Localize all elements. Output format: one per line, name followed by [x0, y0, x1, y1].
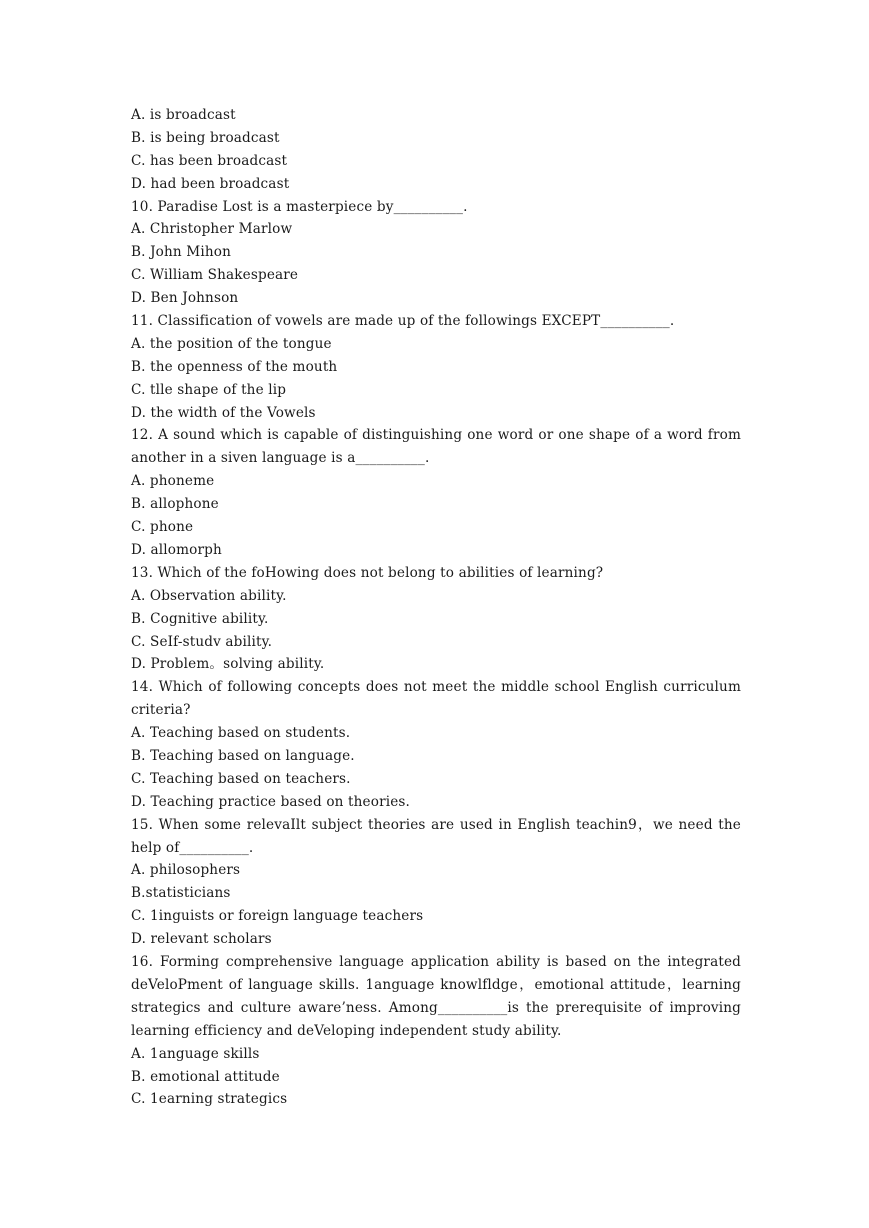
- question-stem: 14. Which of following concepts does not meet the middle school English curriculum criteria?: [131, 679, 741, 719]
- option-c: C. William Shakespeare: [131, 267, 299, 284]
- question-13: [131, 562, 741, 676]
- question-stem: 11. Classification of vowels are made up of the followings EXCEPT__________.: [131, 313, 675, 330]
- option-c: C. has been broadcast: [131, 152, 288, 169]
- option-a: A. Christopher Marlow: [131, 221, 293, 238]
- option-d: D. Ben Johnson: [131, 290, 239, 307]
- option-c: C. 1earning strategics: [131, 1091, 288, 1108]
- option-c: C. Teaching based on teachers.: [131, 770, 351, 787]
- option-b: B. is being broadcast: [131, 129, 280, 146]
- question-stem: 15. When some relevaIlt subject theories are used in English teachin9，we need the help of__________.: [131, 816, 741, 856]
- question-12: [131, 424, 741, 561]
- option-a: A. the position of the tongue: [131, 335, 332, 352]
- option-b: B. allophone: [131, 496, 219, 513]
- option-c: C. SeIf-studv ability.: [131, 633, 273, 650]
- option-d: D. Problem。solving ability.: [131, 656, 325, 673]
- question-stem: 13. Which of the foHowing does not belong to abilities of learning?: [131, 564, 604, 581]
- question-15: [131, 814, 741, 951]
- option-c: C. phone: [131, 519, 194, 536]
- option-a: A. 1anguage skills: [131, 1045, 260, 1062]
- question-14: [131, 676, 741, 813]
- question-11: [131, 310, 741, 424]
- option-d: D. the width of the Vowels: [131, 404, 316, 421]
- exam-document: [131, 104, 741, 1111]
- option-b: B. Cognitive ability.: [131, 610, 269, 627]
- option-a: A. is broadcast: [131, 107, 236, 123]
- option-b: B. emotional attitude: [131, 1068, 280, 1085]
- option-d: D. allomorph: [131, 541, 222, 558]
- option-a: A. philosophers: [131, 862, 241, 879]
- option-d: D. Teaching practice based on theories.: [131, 793, 411, 810]
- option-b: B. Teaching based on language.: [131, 748, 355, 764]
- option-b: B.statisticians: [131, 885, 231, 902]
- option-a: A. phoneme: [131, 473, 215, 490]
- option-d: D. had been broadcast: [131, 175, 290, 192]
- option-a: A. Teaching based on students.: [131, 725, 351, 742]
- option-c: C. tlle shape of the lip: [131, 381, 287, 398]
- question-stem: 16. Forming comprehensive language application ability is based on the integrated deVeloPment of language skills. 1anguage knowlfldge，emotional attitude，learning strategics and culture aware’ness. Among__________is the prerequisite of improving learning efficiency and deVeloping independent study ability.: [131, 954, 741, 1039]
- question-9-options: [131, 104, 741, 196]
- question-10: [131, 196, 741, 310]
- option-b: B. John Mihon: [131, 244, 232, 261]
- question-stem: 12. A sound which is capable of distinguishing one word or one shape of a word from another in a siven language is a__________.: [131, 427, 741, 467]
- option-a: A. Observation ability.: [131, 587, 287, 604]
- option-c: C. 1inguists or foreign language teachers: [131, 908, 424, 925]
- option-d: D. relevant scholars: [131, 931, 272, 948]
- option-b: B. the openness of the mouth: [131, 358, 338, 375]
- question-stem: 10. Paradise Lost is a masterpiece by__________.: [131, 198, 468, 215]
- question-16: [131, 951, 741, 1111]
